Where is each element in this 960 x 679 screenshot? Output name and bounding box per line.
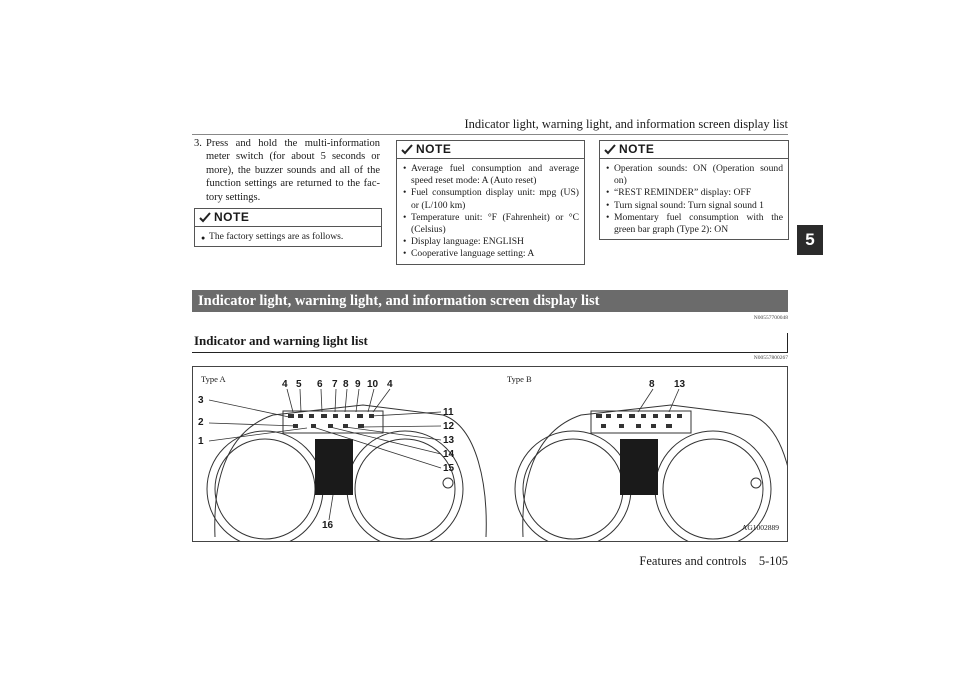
callout-14: 14 xyxy=(443,449,455,460)
note-item: • Temperature unit: °F (Fahrenheit) or °C (Celsius) xyxy=(403,212,579,236)
type-b-label: Type B xyxy=(507,374,532,384)
note-box-settings-2 xyxy=(599,140,789,240)
note-item: • “REST REMINDER” display: OFF xyxy=(606,187,783,199)
note-item: • Turn signal sound: Turn signal sound 1 xyxy=(606,200,783,212)
subsection-code: N00557800267 xyxy=(753,355,788,361)
callout-6: 6 xyxy=(317,379,323,390)
gauge-b-left-inner xyxy=(523,439,623,539)
note-item: • Momentary fuel consumption with the green bar graph (Type 2): ON xyxy=(606,212,783,236)
pencil-check-icon xyxy=(199,211,211,223)
section-title-band: Indicator light, warning light, and information screen display list xyxy=(192,290,788,312)
callout-3: 3 xyxy=(198,395,204,406)
callout-4b: 4 xyxy=(387,379,393,390)
note-item: • Fuel consumption display unit: mpg (US) or (L/100 km) xyxy=(403,187,579,211)
chapter-tab: 5 xyxy=(797,225,823,255)
note-item: • Operation sounds: ON (Operation sound on) xyxy=(606,163,783,187)
note-header xyxy=(600,141,788,159)
callout-11: 11 xyxy=(443,407,454,418)
page-footer: Features and controls 5-105 xyxy=(639,554,788,568)
note-box-settings-1 xyxy=(396,140,585,265)
note-label: NOTE xyxy=(416,142,452,156)
callout-9: 9 xyxy=(355,379,361,390)
note-label: NOTE xyxy=(619,142,655,156)
callout-12: 12 xyxy=(443,421,455,432)
note-item: • Cooperative language setting: A xyxy=(403,248,579,260)
callout-b-13: 13 xyxy=(674,379,686,390)
step-text: Press and hold the multi-information meter switch (for about 5 seconds or more), the buzzer sounds and all of the function settings are returned to the fac-tory settings. xyxy=(206,138,380,203)
header-rule xyxy=(192,134,788,135)
instrument-cluster-figure xyxy=(192,366,788,542)
cluster-illustration xyxy=(193,367,787,541)
callout-2: 2 xyxy=(198,417,204,428)
callout-4: 4 xyxy=(282,379,288,390)
note-label: NOTE xyxy=(214,210,250,224)
callout-15: 15 xyxy=(443,463,455,474)
callout-8: 8 xyxy=(343,379,349,390)
note-header xyxy=(195,209,381,227)
gauge-a-left-inner xyxy=(215,439,315,539)
note-item: • Average fuel consumption and average speed reset mode: A (Auto reset) xyxy=(403,163,579,187)
note-box-factory-settings xyxy=(194,208,382,247)
gauge-b-left-outer xyxy=(515,431,631,541)
figure-code: AG1002889 xyxy=(741,523,779,532)
callout-1: 1 xyxy=(198,436,204,447)
callout-b-8: 8 xyxy=(649,379,655,390)
callout-13: 13 xyxy=(443,435,455,446)
callout-10: 10 xyxy=(367,379,379,390)
indicator-symbols xyxy=(288,414,682,428)
callout-7: 7 xyxy=(332,379,338,390)
info-screen-b xyxy=(620,439,658,495)
knob-a xyxy=(443,478,453,488)
note-item: • Display language: ENGLISH xyxy=(403,236,579,248)
page-header-title: Indicator light, warning light, and information screen display list xyxy=(464,117,788,131)
gauge-a-left-outer xyxy=(207,431,323,541)
knob-b xyxy=(751,478,761,488)
pencil-check-icon xyxy=(604,143,616,155)
step-number: 3. xyxy=(194,138,202,149)
subsection-title: Indicator and warning light list xyxy=(192,333,788,353)
info-screen-a xyxy=(315,439,353,495)
section-code: N00557700048 xyxy=(753,315,788,321)
callout-5: 5 xyxy=(296,379,302,390)
note-item: ● The factory settings are as follows. xyxy=(201,231,376,243)
step-3 xyxy=(194,137,380,204)
note-header xyxy=(397,141,584,159)
gauge-a-right-outer xyxy=(347,431,463,541)
pencil-check-icon xyxy=(401,143,413,155)
callout-16: 16 xyxy=(322,520,334,531)
type-a-label: Type A xyxy=(201,374,226,384)
